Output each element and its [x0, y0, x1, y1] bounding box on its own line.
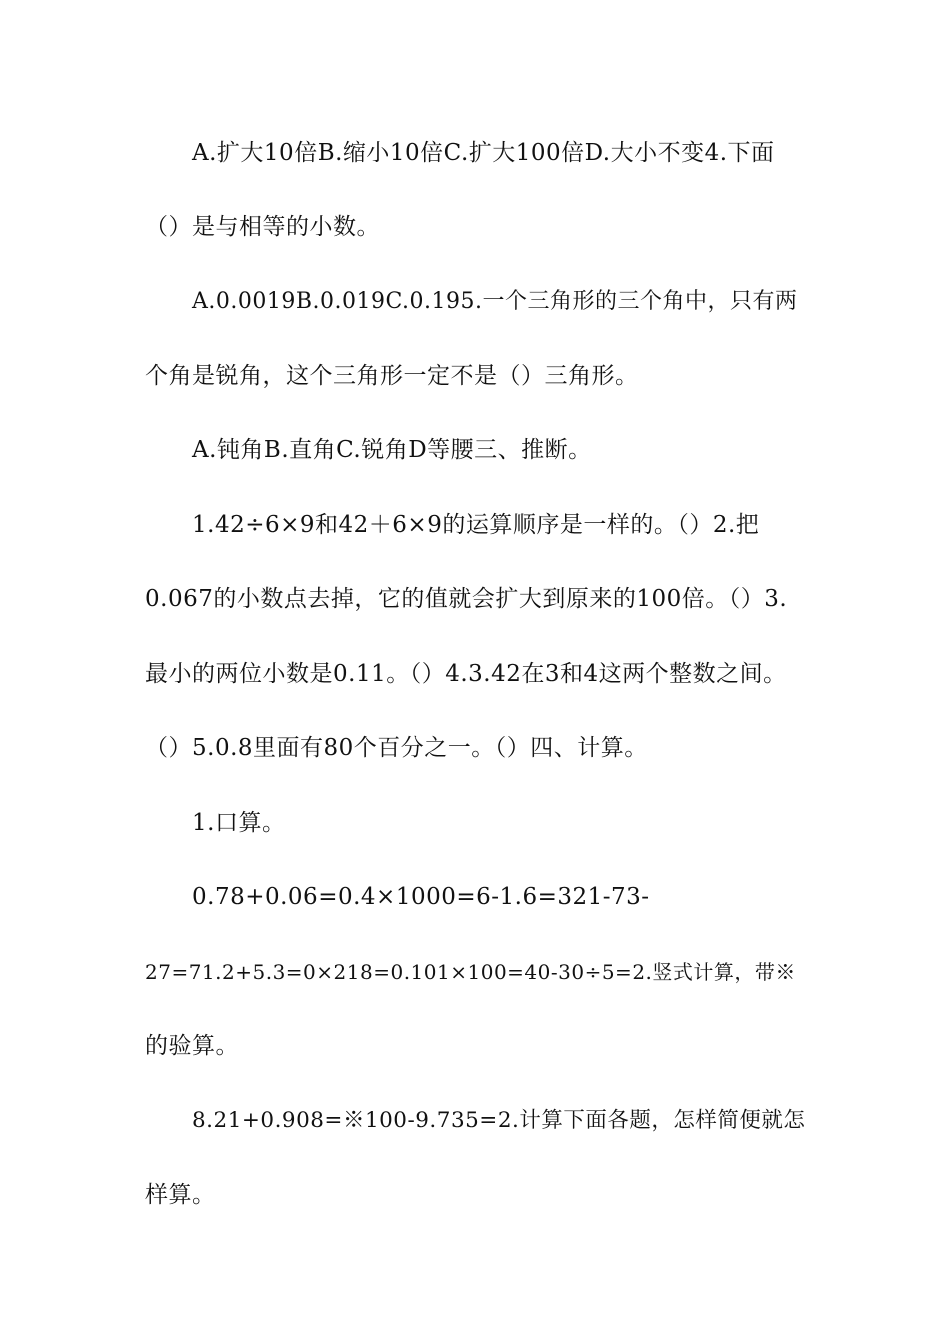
text-line: 0.067的小数点去掉，它的值就会扩大到原来的100倍。（）3. — [145, 586, 788, 612]
text-line: 的验算。 — [145, 1033, 239, 1059]
text-line: A.扩大10倍B.缩小10倍C.扩大100倍D.大小不变4.下面 — [192, 140, 775, 166]
text-line: A.钝角B.直角C.锐角D等腰三、推断。 — [192, 437, 592, 463]
text-line: 27=71.2+5.3=0×218=0.101×100=40-30÷5=2.竖式计算，带※ — [145, 960, 796, 984]
text-line: 最小的两位小数是0.11。（）4.3.42在3和4这两个整数之间。 — [145, 661, 787, 687]
text-line: （）是与相等的小数。 — [145, 214, 380, 240]
text-line: 8.21+0.908=※100-9.735=2.计算下面各题，怎样简便就怎 — [192, 1108, 806, 1133]
text-line: 样算。 — [145, 1182, 216, 1208]
text-line: A.0.0019B.0.019C.0.195.一个三角形的三个角中，只有两 — [192, 289, 798, 314]
text-line: （）5.0.8里面有80个百分之一。（）四、计算。 — [145, 735, 648, 761]
text-line: 1.口算。 — [192, 810, 286, 836]
text-line: 个角是锐角，这个三角形一定不是（）三角形。 — [145, 363, 639, 389]
text-line: 0.78+0.06=0.4×1000=6-1.6=321-73- — [192, 884, 650, 910]
text-line: 1.42÷6×9和42＋6×9的运算顺序是一样的。（）2.把 — [192, 512, 760, 538]
